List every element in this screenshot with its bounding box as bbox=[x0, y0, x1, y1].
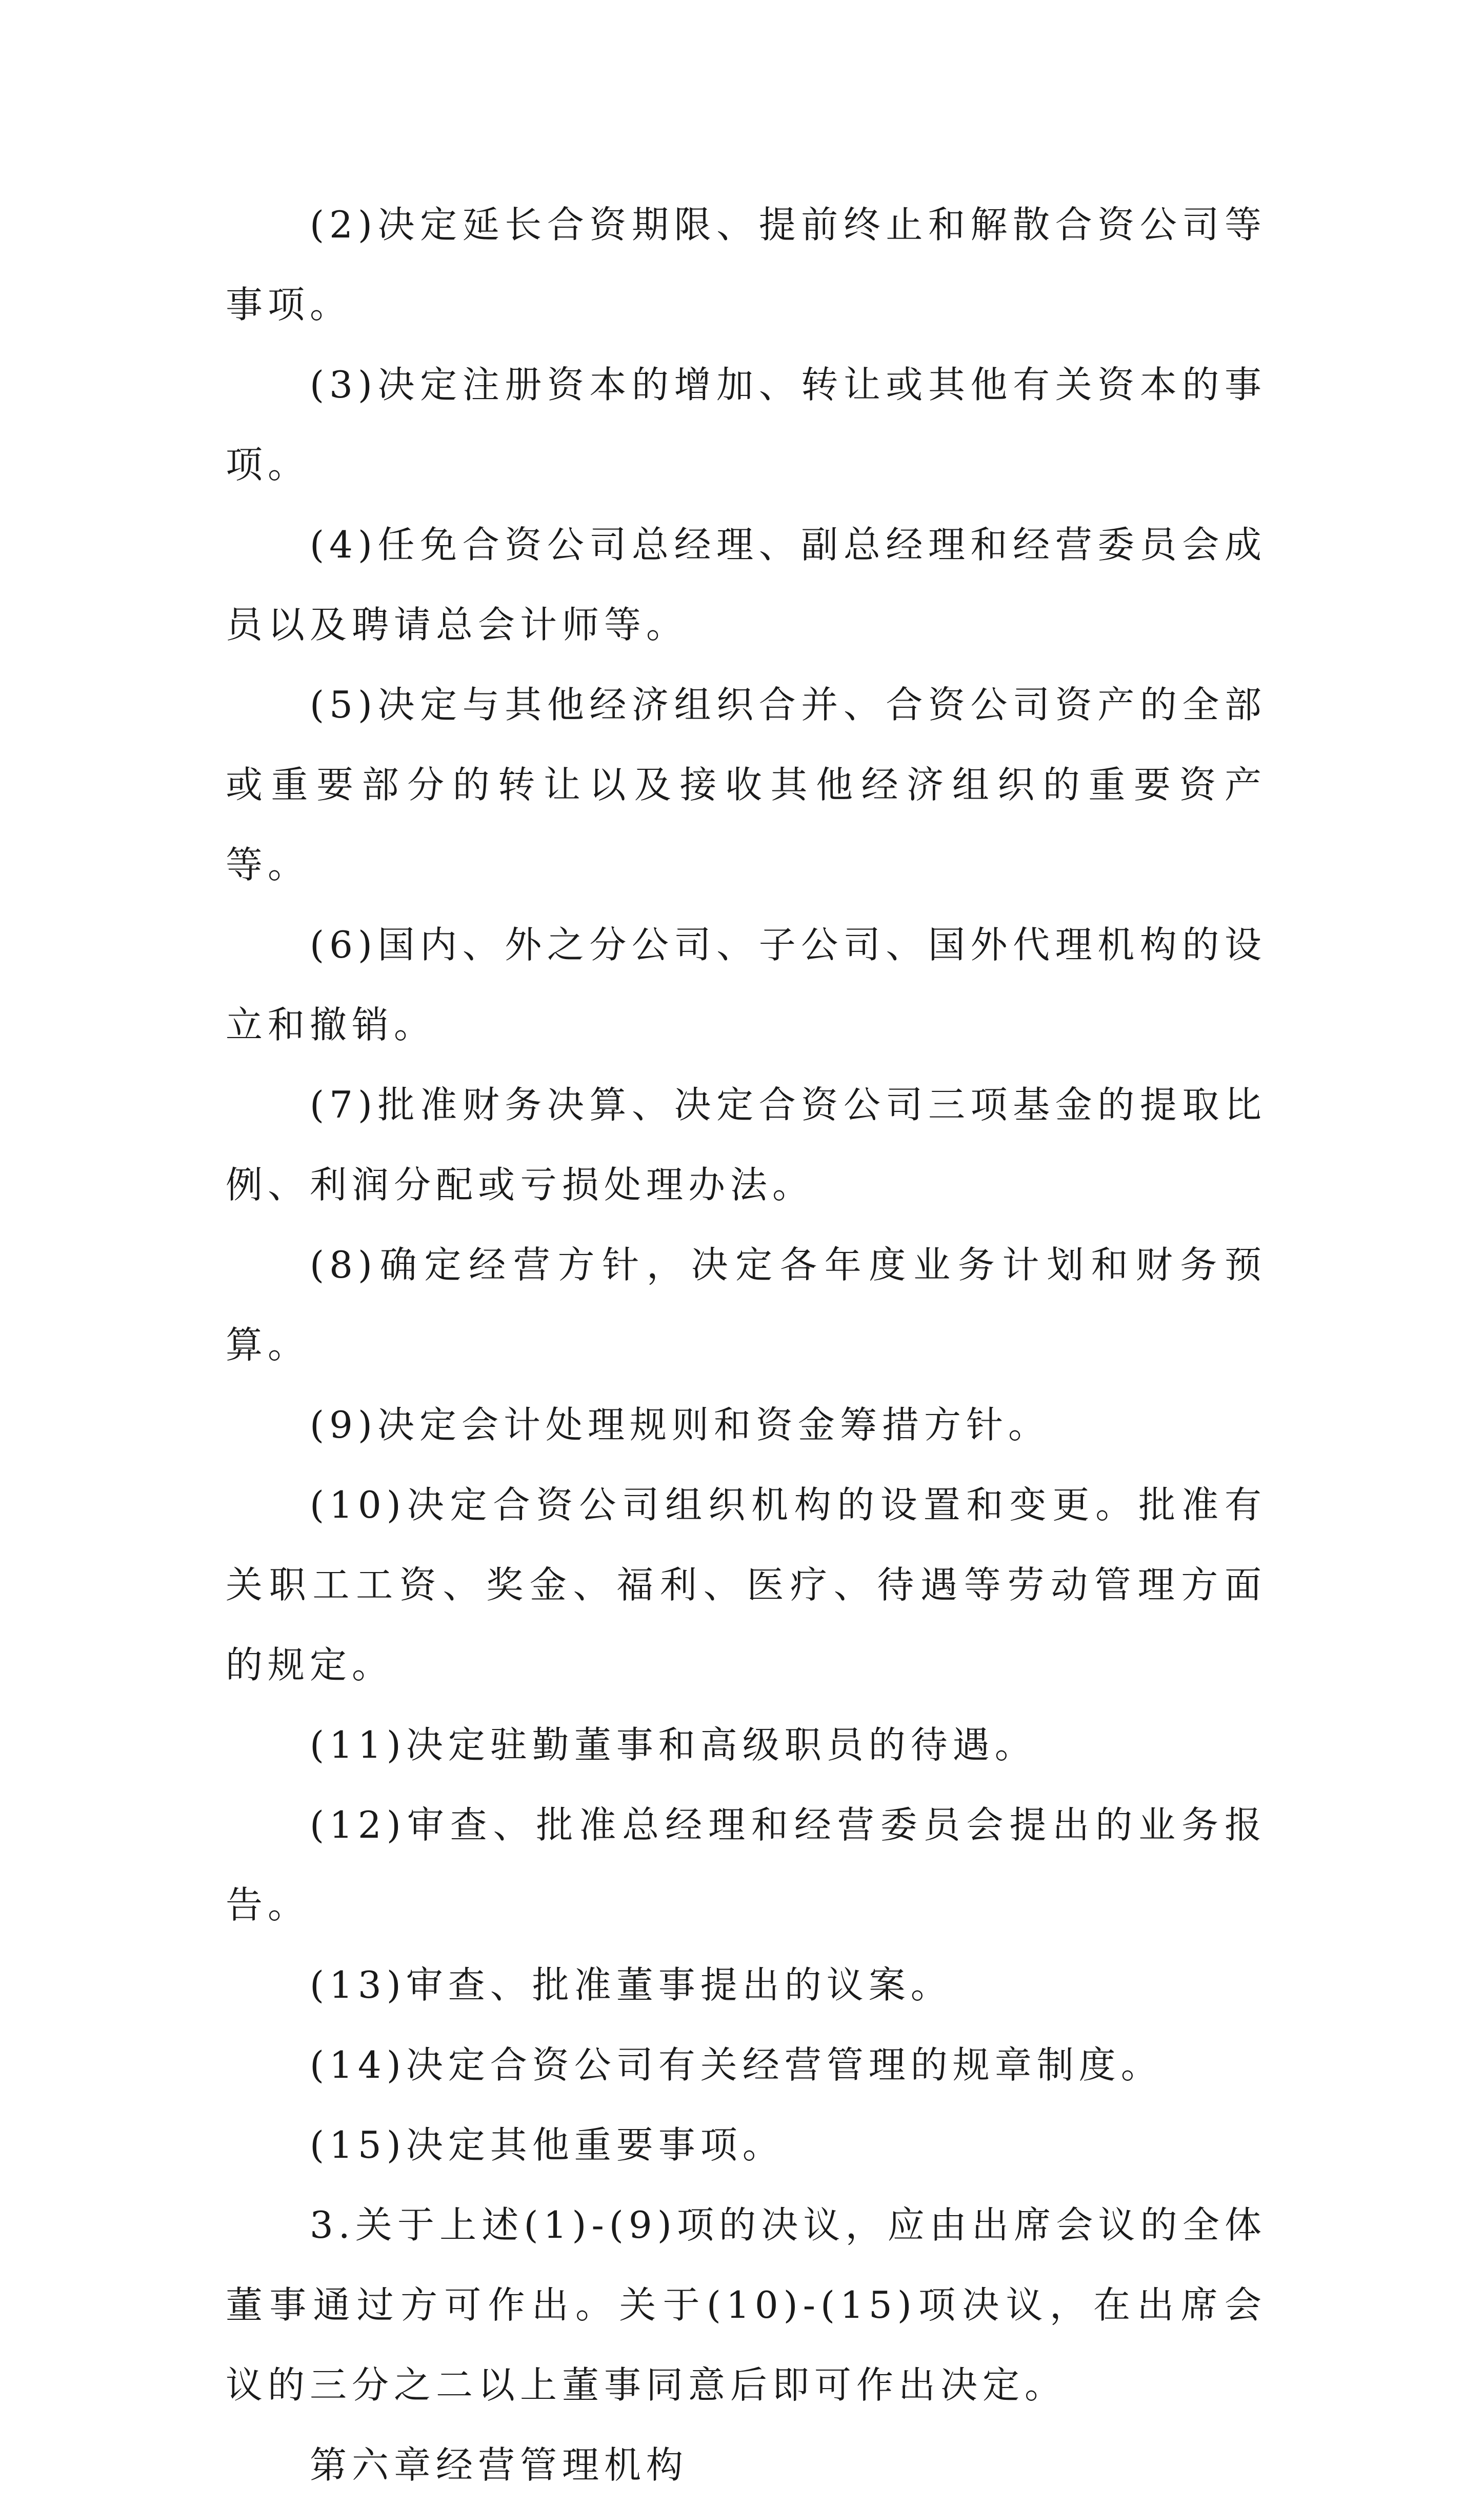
paragraph-item-6: (6)国内、外之分公司、子公司、国外代理机构的设立和撤销。 bbox=[226, 923, 1267, 1046]
paragraph-item-15: (15)决定其他重要事项。 bbox=[310, 2123, 785, 2166]
paragraph-item-4: (4)任免合资公司总经理、副总经理和经营委员会成员以及聘请总会计师等。 bbox=[226, 523, 1267, 646]
paragraph-item-3: (3)决定注册资本的增加、转让或其他有关资本的事项。 bbox=[226, 363, 1267, 486]
paragraph-item-11: (11)决定驻勤董事和高级职员的待遇。 bbox=[310, 1723, 1037, 1766]
paragraph-item-14: (14)决定合资公司有关经营管理的规章制度。 bbox=[310, 2043, 1163, 2086]
paragraph-item-8: (8)确定经营方针，决定各年度业务计划和财务预算。 bbox=[226, 1243, 1267, 1366]
paragraph-item-13: (13)审查、批准董事提出的议案。 bbox=[310, 1963, 953, 2006]
chapter-heading: 第六章经营管理机构 bbox=[310, 2443, 689, 2487]
paragraph-item-2: (2)决定延长合资期限、提前终止和解散合资公司等事项。 bbox=[226, 203, 1267, 326]
paragraph-item-5: (5)决定与其他经济组织合并、合资公司资产的全部或重要部分的转让以及接收其他经济组织的重要资产等。 bbox=[226, 683, 1267, 886]
paragraph-item-9: (9)决定会计处理规则和资金筹措方针。 bbox=[310, 1403, 1050, 1446]
paragraph-item-10: (10)决定合资公司组织机构的设置和变更。批准有关职工工资、奖金、福利、医疗、待遇等劳动管理方面的规定。 bbox=[226, 1483, 1267, 1686]
paragraph-item-7: (7)批准财务决算、决定合资公司三项基金的提取比例、利润分配或亏损处理办法。 bbox=[226, 1083, 1267, 1206]
paragraph-item-12: (12)审查、批准总经理和经营委员会提出的业务报告。 bbox=[226, 1803, 1267, 1926]
paragraph-resolution-rule: 3.关于上述(1)-(9)项的决议，应由出席会议的全体董事通过方可作出。关于(10)-(15)项决议，在出席会议的三分之二以上董事同意后即可作出决定。 bbox=[226, 2203, 1267, 2407]
document-body bbox=[226, 185, 1267, 2505]
